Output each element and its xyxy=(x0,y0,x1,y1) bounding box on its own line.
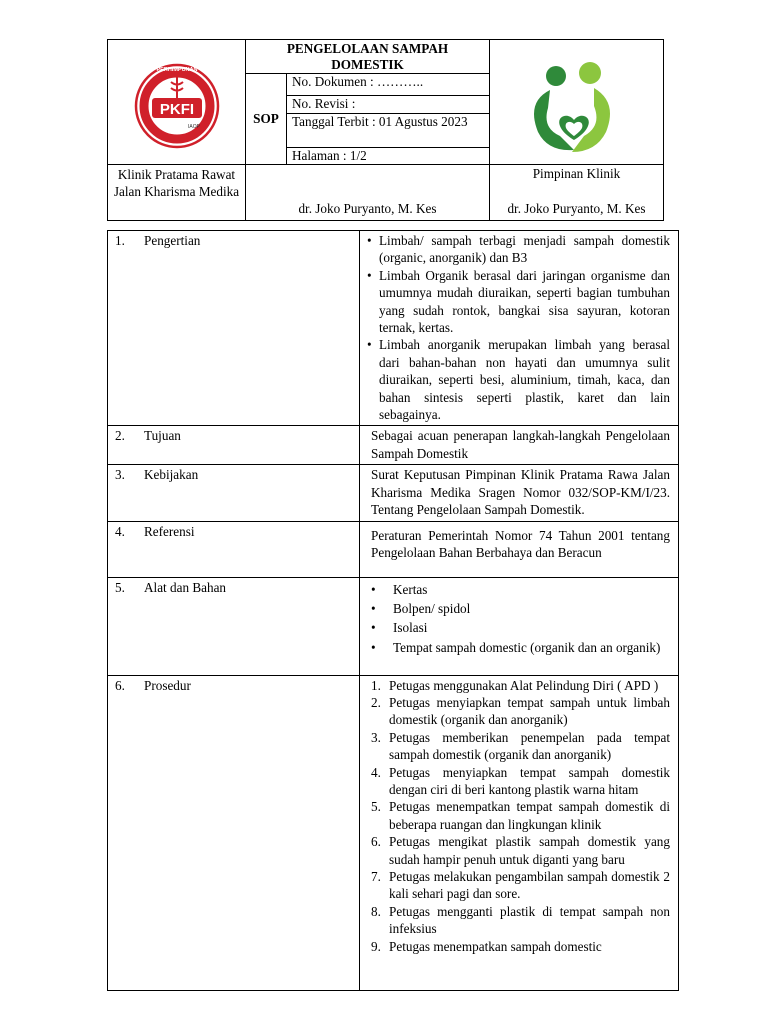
body-kebijakan: Surat Keputusan Pimpinan Klinik Pratama Rawa Jalan Kharisma Medika Sragen Nomor 032/SOP-KM/I/23. Tentang Pengelolaan Sampah Domestik. xyxy=(360,465,679,521)
list-item: • Limbah/ sampah terbagi menjadi sampah domestik (organic, anorganik) dan B3 xyxy=(365,232,670,267)
no-dokumen: No. Dokumen : ……….. xyxy=(287,74,490,96)
right-signer: dr. Joko Puryanto, M. Kes xyxy=(507,201,646,216)
step-item: 6. Petugas mengikat plastik sampah domestik yang sudah hampir penuh untuk diganti yang baru xyxy=(371,834,670,867)
step-item: 8. Petugas mengganti plastik di tempat sampah non infeksius xyxy=(371,903,670,937)
body-tujuan: Sebagai acuan penerapan langkah-langkah Pengelolaan Sampah Domestik xyxy=(360,426,679,465)
list-item: • Limbah anorganik merupakan limbah yang berasal dari bahan-bahan non hayati dan umumnya sulit diuraikan, seperti besi, aluminium, timah, kaca, dan bahan sintesis seperti plastik, karet dan lain sebagainya. xyxy=(365,336,670,423)
row-kebijakan xyxy=(108,465,679,521)
step-item: 4. Petugas menyiapkan tempat sampah domestik dengan ciri di beri kantong plastik warna hitam xyxy=(371,764,670,797)
step-item: 9. Petugas menempatkan sampah domestic xyxy=(371,938,602,954)
row-alat xyxy=(108,577,679,675)
right-logo-cell xyxy=(490,40,664,165)
svg-text:IAOP: IAOP xyxy=(188,124,200,130)
label-prosedur: 6. Prosedur xyxy=(108,675,360,990)
pkfi-logo xyxy=(108,40,245,160)
svg-text:PERHIMPUNAN: PERHIMPUNAN xyxy=(156,67,198,73)
list-item: • Tempat sampah domestic (organik dan an organik) xyxy=(363,639,670,656)
list-item: • Limbah Organik berasal dari jaringan organisme dan umumnya mudah diuraikan, seperti bagian tumbuhan yang sudah rontok, bangkai sisa sayuran, kotoran ternak, kertas. xyxy=(365,267,670,337)
label-pengertian: 1. Pengertian xyxy=(108,231,360,426)
label-alat: 5. Alat dan Bahan xyxy=(108,577,360,675)
sop-header-table xyxy=(107,39,664,221)
body-alat xyxy=(360,577,679,675)
list-item: • Isolasi xyxy=(363,619,670,636)
row-prosedur xyxy=(108,675,679,990)
step-item: 5. Petugas menempatkan tempat sampah domestik di beberapa ruangan dan lingkungan klinik xyxy=(371,799,670,832)
step-item: 3. Petugas memberikan penempelan pada tempat sampah domestik (organik dan anorganik) xyxy=(371,729,670,763)
halaman: Halaman : 1/2 xyxy=(287,147,490,164)
step-item: 2. Petugas menyiapkan tempat sampah untuk limbah domestik (organik dan anorganik) xyxy=(371,694,670,728)
body-prosedur xyxy=(360,675,679,990)
label-tujuan: 2. Tujuan xyxy=(108,426,360,465)
pimpinan-title: Pimpinan Klinik xyxy=(532,165,621,181)
list-item: • Bolpen/ spidol xyxy=(363,600,670,617)
middle-signer: dr. Joko Puryanto, M. Kes xyxy=(246,164,490,220)
label-kebijakan: 3. Kebijakan xyxy=(108,465,360,521)
body-pengertian xyxy=(360,231,679,426)
row-pengertian xyxy=(108,231,679,426)
left-logo-cell xyxy=(108,40,246,165)
sop-content-table xyxy=(107,230,679,991)
row-tujuan xyxy=(108,426,679,465)
label-referensi: 4. Referensi xyxy=(108,521,360,577)
document-title: PENGELOLAAN SAMPAH DOMESTIK xyxy=(246,40,490,74)
row-referensi xyxy=(108,521,679,577)
list-item: • Kertas xyxy=(363,581,670,598)
sop-label: SOP xyxy=(246,74,287,165)
no-revisi: No. Revisi : xyxy=(287,95,490,113)
svg-text:PKFI: PKFI xyxy=(159,101,195,118)
step-item: 7. Petugas melakukan pengambilan sampah domestik 2 kali sehari pagi dan sore. xyxy=(371,868,670,902)
tanggal-terbit: Tanggal Terbit : 01 Agustus 2023 xyxy=(287,113,490,147)
clinic-logo xyxy=(490,40,663,160)
clinic-name: Klinik Pratama Rawat Jalan Kharisma Medika xyxy=(108,164,246,220)
step-item: 1. Petugas menggunakan Alat Pelindung Diri ( APD ) xyxy=(371,677,659,693)
signature-cell xyxy=(490,164,664,220)
body-referensi: Peraturan Pemerintah Nomor 74 Tahun 2001 tentang Pengelolaan Bahan Berbahaya dan Beracun xyxy=(360,521,679,577)
